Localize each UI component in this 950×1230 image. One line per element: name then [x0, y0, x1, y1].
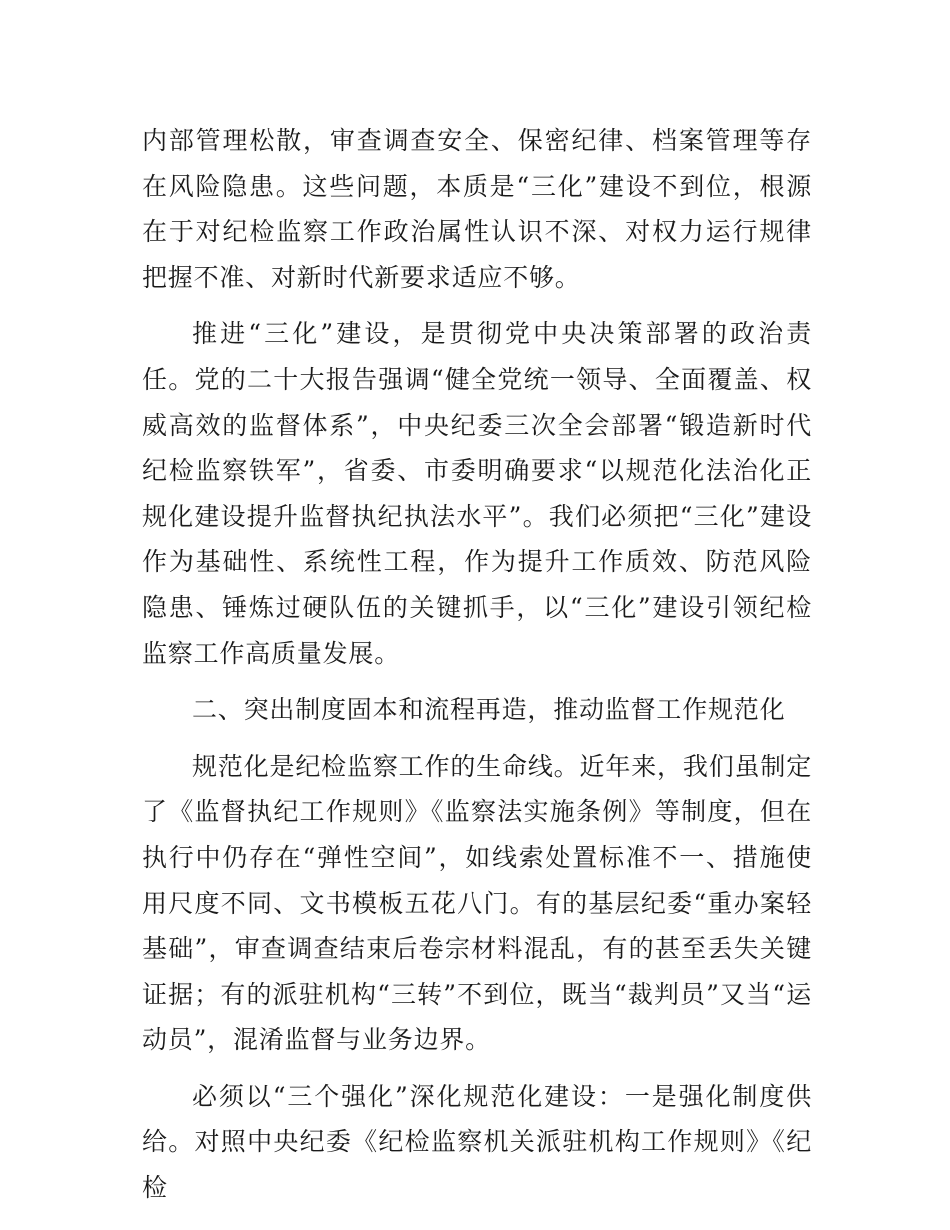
paragraph-three-strengthenings: 必须以“三个强化”深化规范化建设：一是强化制度供给。对照中央纪委《纪检监察机关派驻机构工作规则》《纪检 [142, 1081, 812, 1203]
section-heading-standardization: 二、突出制度固本和流程再造，推动监督工作规范化 [192, 695, 786, 725]
document-body [142, 118, 812, 1222]
paragraph-risk-hazards: 内部管理松散，审查调查安全、保密纪律、档案管理等存在风险隐患。这些问题，本质是“三化”建设不到位，根源在于对纪检监察工作政治属性认识不深、对权力运行规律把握不准、对新时代新要求适应不够。 [142, 126, 812, 292]
paragraph-political-responsibility: 推进“三化”建设，是贯彻党中央决策部署的政治责任。党的二十大报告强调“健全党统一领导、全面覆盖、权威高效的监督体系”，中央纪委三次全会部署“锻造新时代纪检监察铁军”，省委、市委明确要求“以规范化法治化正规化建设提升监督执纪执法水平”。我们必须把“三化”建设作为基础性、系统性工程，作为提升工作质效、防范风险隐患、锤炼过硬队伍的关键抓手，以“三化”建设引领纪检监察工作高质量发展。 [142, 319, 812, 668]
paragraph-standardization-lifeline: 规范化是纪检监察工作的生命线。近年来，我们虽制定了《监督执纪工作规则》《监察法实施条例》等制度，但在执行中仍存在“弹性空间”，如线索处置标准不一、措施使用尺度不同、文书模板五花八门。有的基层纪委“重办案轻基础”，审查调查结束后卷宗材料混乱，有的甚至丢失关键证据；有的派驻机构“三转”不到位，既当“裁判员”又当“运动员”，混淆监督与业务边界。 [142, 751, 812, 1055]
